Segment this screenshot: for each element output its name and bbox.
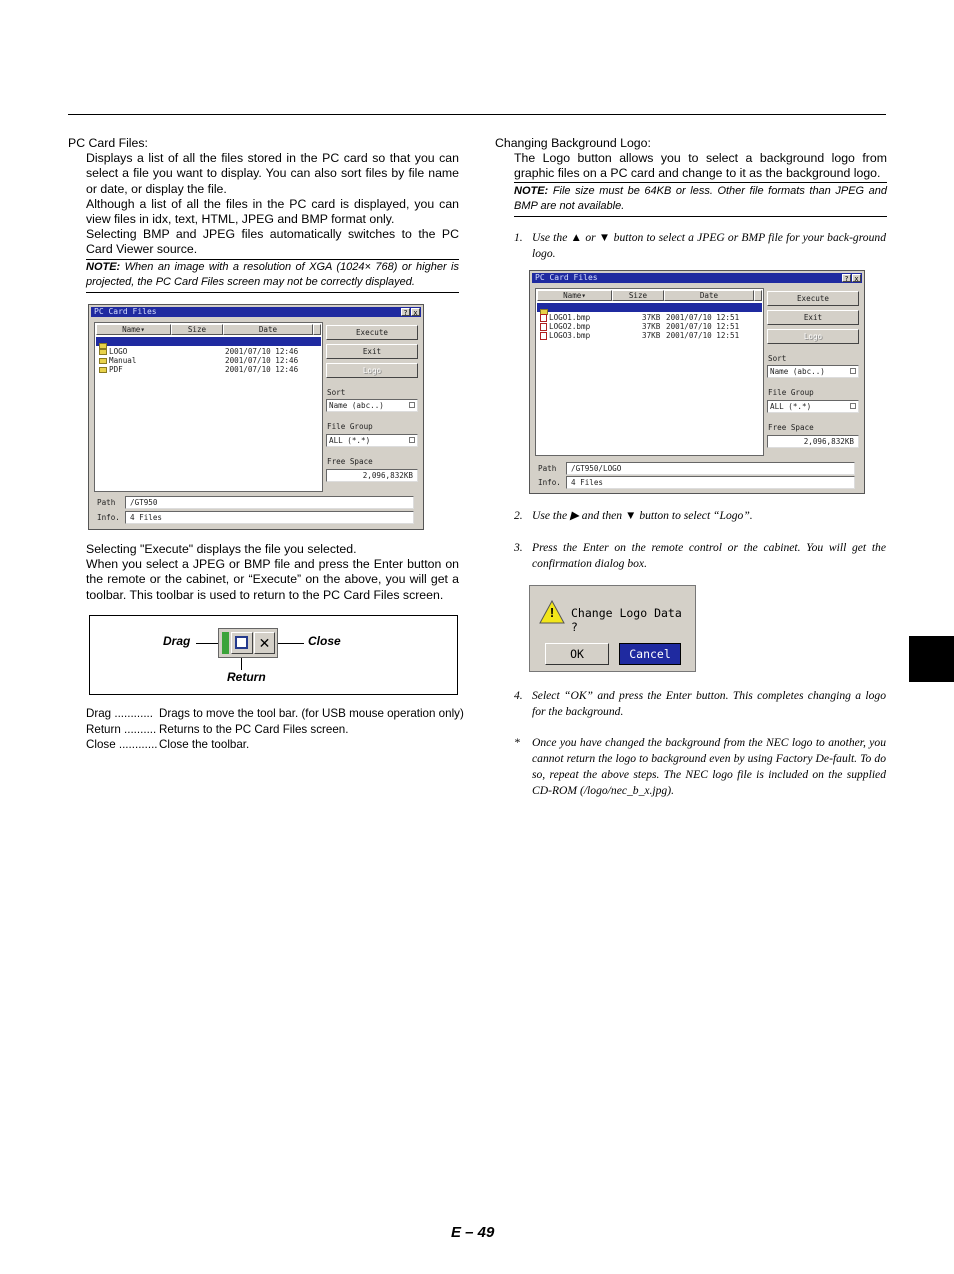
definition-desc: Close the toolbar. [159,738,250,751]
definition-desc: Drags to move the tool bar. (for USB mouse operation only) [159,707,464,720]
help-button[interactable]: ? [842,274,851,282]
table-row[interactable] [540,322,760,331]
right-note-rule-bottom [514,216,887,217]
sort-select[interactable] [767,365,859,378]
info-label: Info. [97,513,120,522]
row-date: 2001/07/10 12:46 [225,365,299,374]
row-name: Manual [109,356,137,365]
note-label: NOTE: [514,185,549,197]
column-date[interactable]: Date [664,290,754,301]
file-group-value: ALL (*.*) [329,436,371,445]
return-callout-label: Return [227,670,266,684]
column-filler [754,290,762,301]
close-button[interactable]: x [852,274,861,282]
definition-term: Close ............ [86,738,158,751]
column-size[interactable]: Size [612,290,664,301]
row-name: LOGO2.bmp [549,322,591,331]
free-space-label: Free Space [768,423,814,432]
row-size: 37KB [642,331,661,340]
title-bar [91,307,421,317]
section-tab [909,636,954,682]
drag-callout-line [196,643,218,644]
definition-row [86,706,466,722]
row-size: 37KB [642,322,661,331]
cancel-button[interactable]: Cancel [619,643,681,665]
selected-row[interactable] [537,303,762,312]
row-date: 2001/07/10 12:51 [666,322,740,331]
definition-row [86,722,466,738]
note-text: File size must be 64KB or less. Other file formats than JPEG and BMP are not available. [514,185,888,212]
step-text: Once you have changed the background from the NEC logo to another, you cannot return the logo to background even by using Factory De-fault. To do so, repeat the above steps. The NEC logo file is included on the supplied CD-ROM (/logo/nec_b_x.jpg). [532,736,886,797]
step-number: 1. [514,231,523,244]
pc-card-files-window-logo [529,270,865,494]
warning-mark: ! [549,605,555,620]
header-rule [68,114,886,115]
bmp-file-icon [540,314,547,322]
title-bar [532,273,862,283]
left-para-2: Although a list of all the files in the PC card is displayed, you can view files in idx, text, HTML, JPEG and BMP format only. [86,197,459,227]
chevron-down-icon[interactable] [850,403,856,409]
bmp-file-icon [540,332,547,340]
close-callout-line [278,643,304,644]
drag-callout-label: Drag [163,634,191,648]
step-text: Use the ▲ or ▼ button to select a JPEG or BMP file for your back-ground logo. [532,231,886,260]
step-text: Select “OK” and press the Enter button. This completes changing a logo for the background. [532,689,886,718]
pc-card-files-window [88,304,424,530]
column-date[interactable]: Date [223,324,313,335]
sort-value: Name (abc..) [770,367,825,376]
info-label: Info. [538,478,561,487]
file-list[interactable] [535,288,764,456]
execute-button[interactable]: Execute [326,325,418,340]
chevron-down-icon[interactable] [850,368,856,374]
exit-button[interactable]: Exit [326,344,418,359]
path-label: Path [538,464,557,473]
row-name: LOGO1.bmp [549,313,591,322]
close-callout-label: Close [308,634,341,648]
table-row[interactable] [99,356,319,365]
definition-term: Return .......... [86,722,157,736]
sort-select[interactable] [326,399,418,412]
right-intro: The Logo button allows you to select a background logo from graphic files on a PC card and change to it as the background logo. [514,151,887,181]
toolbar [218,628,278,658]
row-date: 2001/07/10 12:46 [225,356,299,365]
file-list[interactable] [94,322,323,492]
step-number: 4. [514,689,523,702]
row-name: LOGO3.bmp [549,331,591,340]
note-text: When an image with a resolution of XGA (1024× 768) or higher is projected, the PC Card Files screen may not be correctly displayed. [86,261,459,288]
sort-label: Sort [327,388,346,397]
close-toolbar-button[interactable] [254,632,275,654]
row-name: PDF [109,365,123,374]
table-row[interactable] [540,331,760,340]
left-para-3: Selecting BMP and JPEG files automatically switches to the PC Card Viewer source. [86,227,459,257]
right-note [514,184,887,214]
ok-button[interactable]: OK [545,643,609,665]
after-text-2: When you select a JPEG or BMP file and press the Enter button on the remote or the cabinet, or “Execute” on the above, you will get a toolbar. This toolbar is used to return to the PC Card Files screen. [86,557,459,602]
free-space-label: Free Space [327,457,373,466]
help-button[interactable]: ? [401,308,410,316]
chevron-down-icon[interactable] [409,437,415,443]
step-number: * [514,736,520,749]
close-icon: ✕ [258,635,271,651]
close-button[interactable]: x [411,308,420,316]
sort-value: Name (abc..) [329,401,384,410]
definition-desc: Returns to the PC Card Files screen. [159,722,349,736]
toolbar-figure [89,615,458,695]
info-field: 4 Files [125,511,414,524]
path-field: /GT950 [125,496,414,509]
column-filler [313,324,321,335]
drag-handle[interactable] [222,632,229,654]
table-row[interactable] [99,365,319,374]
path-field: /GT950/LOGO [566,462,855,475]
confirm-dialog [529,585,696,672]
column-size[interactable]: Size [171,324,223,335]
table-row[interactable] [99,347,319,356]
definition-term: Drag ............ [86,707,154,720]
step-text: Press the Enter on the remote control or the cabinet. You will get the confirmation dialog box. [532,541,886,570]
step-number: 3. [514,541,523,554]
bmp-file-icon [540,323,547,331]
exit-button[interactable]: Exit [767,310,859,325]
left-heading: PC Card Files: [68,136,148,150]
file-group-select[interactable] [326,434,418,447]
sort-label: Sort [768,354,787,363]
selected-row[interactable] [96,337,321,346]
folder-icon [99,349,107,355]
left-para-1: Displays a list of all the files stored in the PC card so that you can select a file you want to display. You can also sort files by file name or date, or display the file. [86,151,459,196]
step-text: Use the ▶ and then ▼ button to select “Logo”. [532,509,753,522]
info-field: 4 Files [566,476,855,489]
left-note [86,260,459,290]
definition-row [86,737,466,753]
return-icon [235,636,248,649]
column-name[interactable]: Name▾ [537,290,612,301]
free-space-value: 2,096,832KB [326,469,418,482]
footnote [514,735,886,799]
step-1 [514,230,886,262]
row-date: 2001/07/10 12:46 [225,347,299,356]
page-number: E – 49 [451,1224,495,1241]
chevron-down-icon[interactable] [409,402,415,408]
path-label: Path [97,498,116,507]
window-title: PC Card Files [535,273,598,282]
return-button[interactable] [231,632,253,654]
folder-icon [99,367,107,373]
step-2 [514,508,886,524]
note-rule-bottom [86,292,459,293]
return-callout-line [241,658,242,670]
logo-button[interactable]: Logo [326,363,418,378]
window-title: PC Card Files [94,307,157,316]
file-group-label: File Group [768,388,814,397]
column-name[interactable]: Name▾ [96,324,171,335]
free-space-value: 2,096,832KB [767,435,859,448]
row-date: 2001/07/10 12:51 [666,331,740,340]
file-group-select[interactable] [767,400,859,413]
right-heading: Changing Background Logo: [495,136,651,150]
right-note-rule-top [514,182,887,183]
row-size: 37KB [642,313,661,322]
after-text-1: Selecting "Execute" displays the file you selected. [86,542,357,556]
row-name: LOGO [109,347,128,356]
folder-icon [99,358,107,364]
confirm-message: Change Logo Data ? [571,606,682,634]
step-3 [514,540,886,572]
row-date: 2001/07/10 12:51 [666,313,740,322]
file-group-label: File Group [327,422,373,431]
step-number: 2. [514,509,523,522]
file-group-value: ALL (*.*) [770,402,812,411]
note-label: NOTE: [86,261,121,273]
table-row[interactable] [540,313,760,322]
definition-list [86,706,466,753]
step-4 [514,688,886,720]
logo-button[interactable]: Logo [767,329,859,344]
execute-button[interactable]: Execute [767,291,859,306]
